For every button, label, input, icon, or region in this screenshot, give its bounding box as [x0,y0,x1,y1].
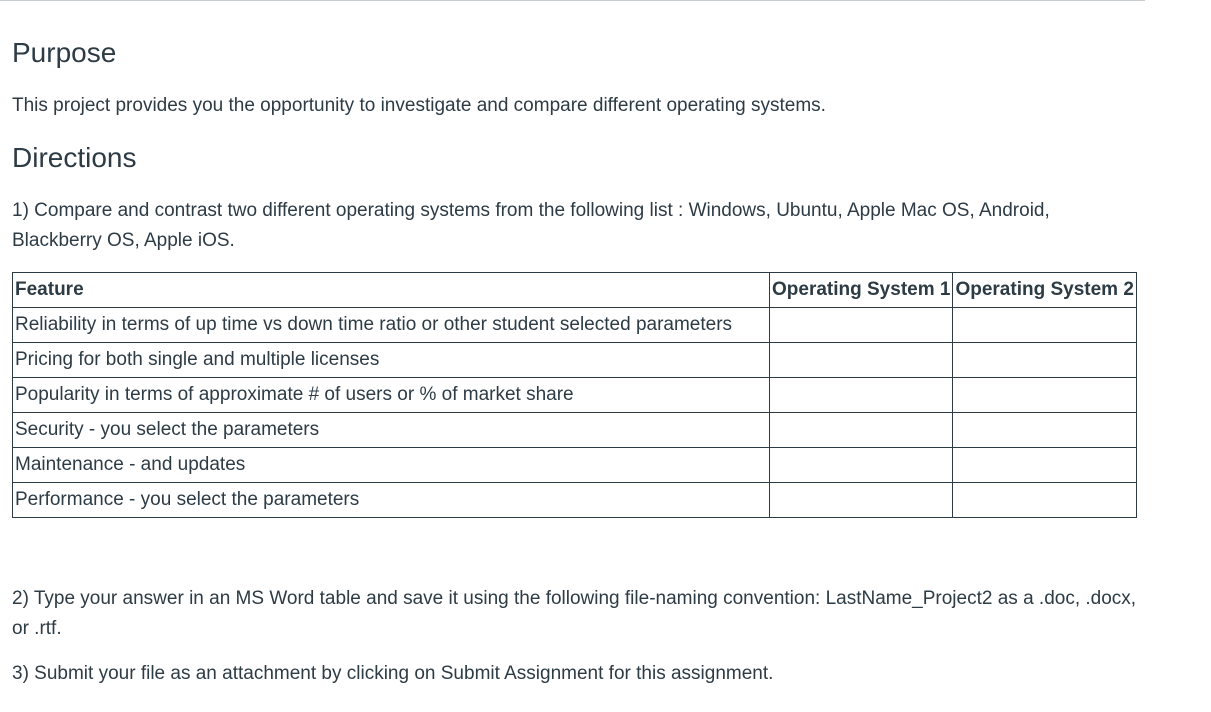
header-feature: Feature [13,273,770,308]
comparison-table [12,272,1137,518]
os-2-cell [953,413,1136,448]
os-1-cell [770,448,953,483]
header-os-1: Operating System 1 [770,273,953,308]
os-1-cell [770,483,953,518]
table-row [13,308,1137,343]
os-2-cell [953,308,1136,343]
os-1-cell [770,343,953,378]
purpose-text: This project provides you the opportunity to investigate and compare different operating systems. [12,95,826,116]
table-row [13,483,1137,518]
os-2-cell [953,448,1136,483]
table-row [13,343,1137,378]
feature-cell: Security - you select the parameters [13,413,770,448]
os-2-cell [953,343,1136,378]
feature-cell: Performance - you select the parameters [13,483,770,518]
table-row [13,413,1137,448]
purpose-heading: Purpose [12,37,117,68]
feature-cell: Popularity in terms of approximate # of users or % of market share [13,378,770,413]
feature-cell: Reliability in terms of up time vs down time ratio or other student selected parameters [13,308,770,343]
os-2-cell [953,483,1136,518]
table-row [13,378,1137,413]
step-3-text: 3) Submit your file as an attachment by clicking on Submit Assignment for this assignment. [12,663,774,684]
os-1-cell [770,378,953,413]
directions-heading: Directions [12,142,137,173]
os-2-cell [953,378,1136,413]
os-1-cell [770,413,953,448]
os-1-cell [770,308,953,343]
header-os-2: Operating System 2 [953,273,1136,308]
feature-cell: Pricing for both single and multiple licenses [13,343,770,378]
step-1-text: 1) Compare and contrast two different operating systems from the following list : Windows, Ubuntu, Apple Mac OS, Android, Blackberry OS, Apple iOS. [12,200,1050,251]
step-2-text: 2) Type your answer in an MS Word table and save it using the following file-naming convention: LastName_Project2 as a .doc, .docx, or .rtf. [12,588,1137,639]
table-header-row [13,273,1137,308]
top-divider [0,0,1145,1]
feature-cell: Maintenance - and updates [13,448,770,483]
table-row [13,448,1137,483]
